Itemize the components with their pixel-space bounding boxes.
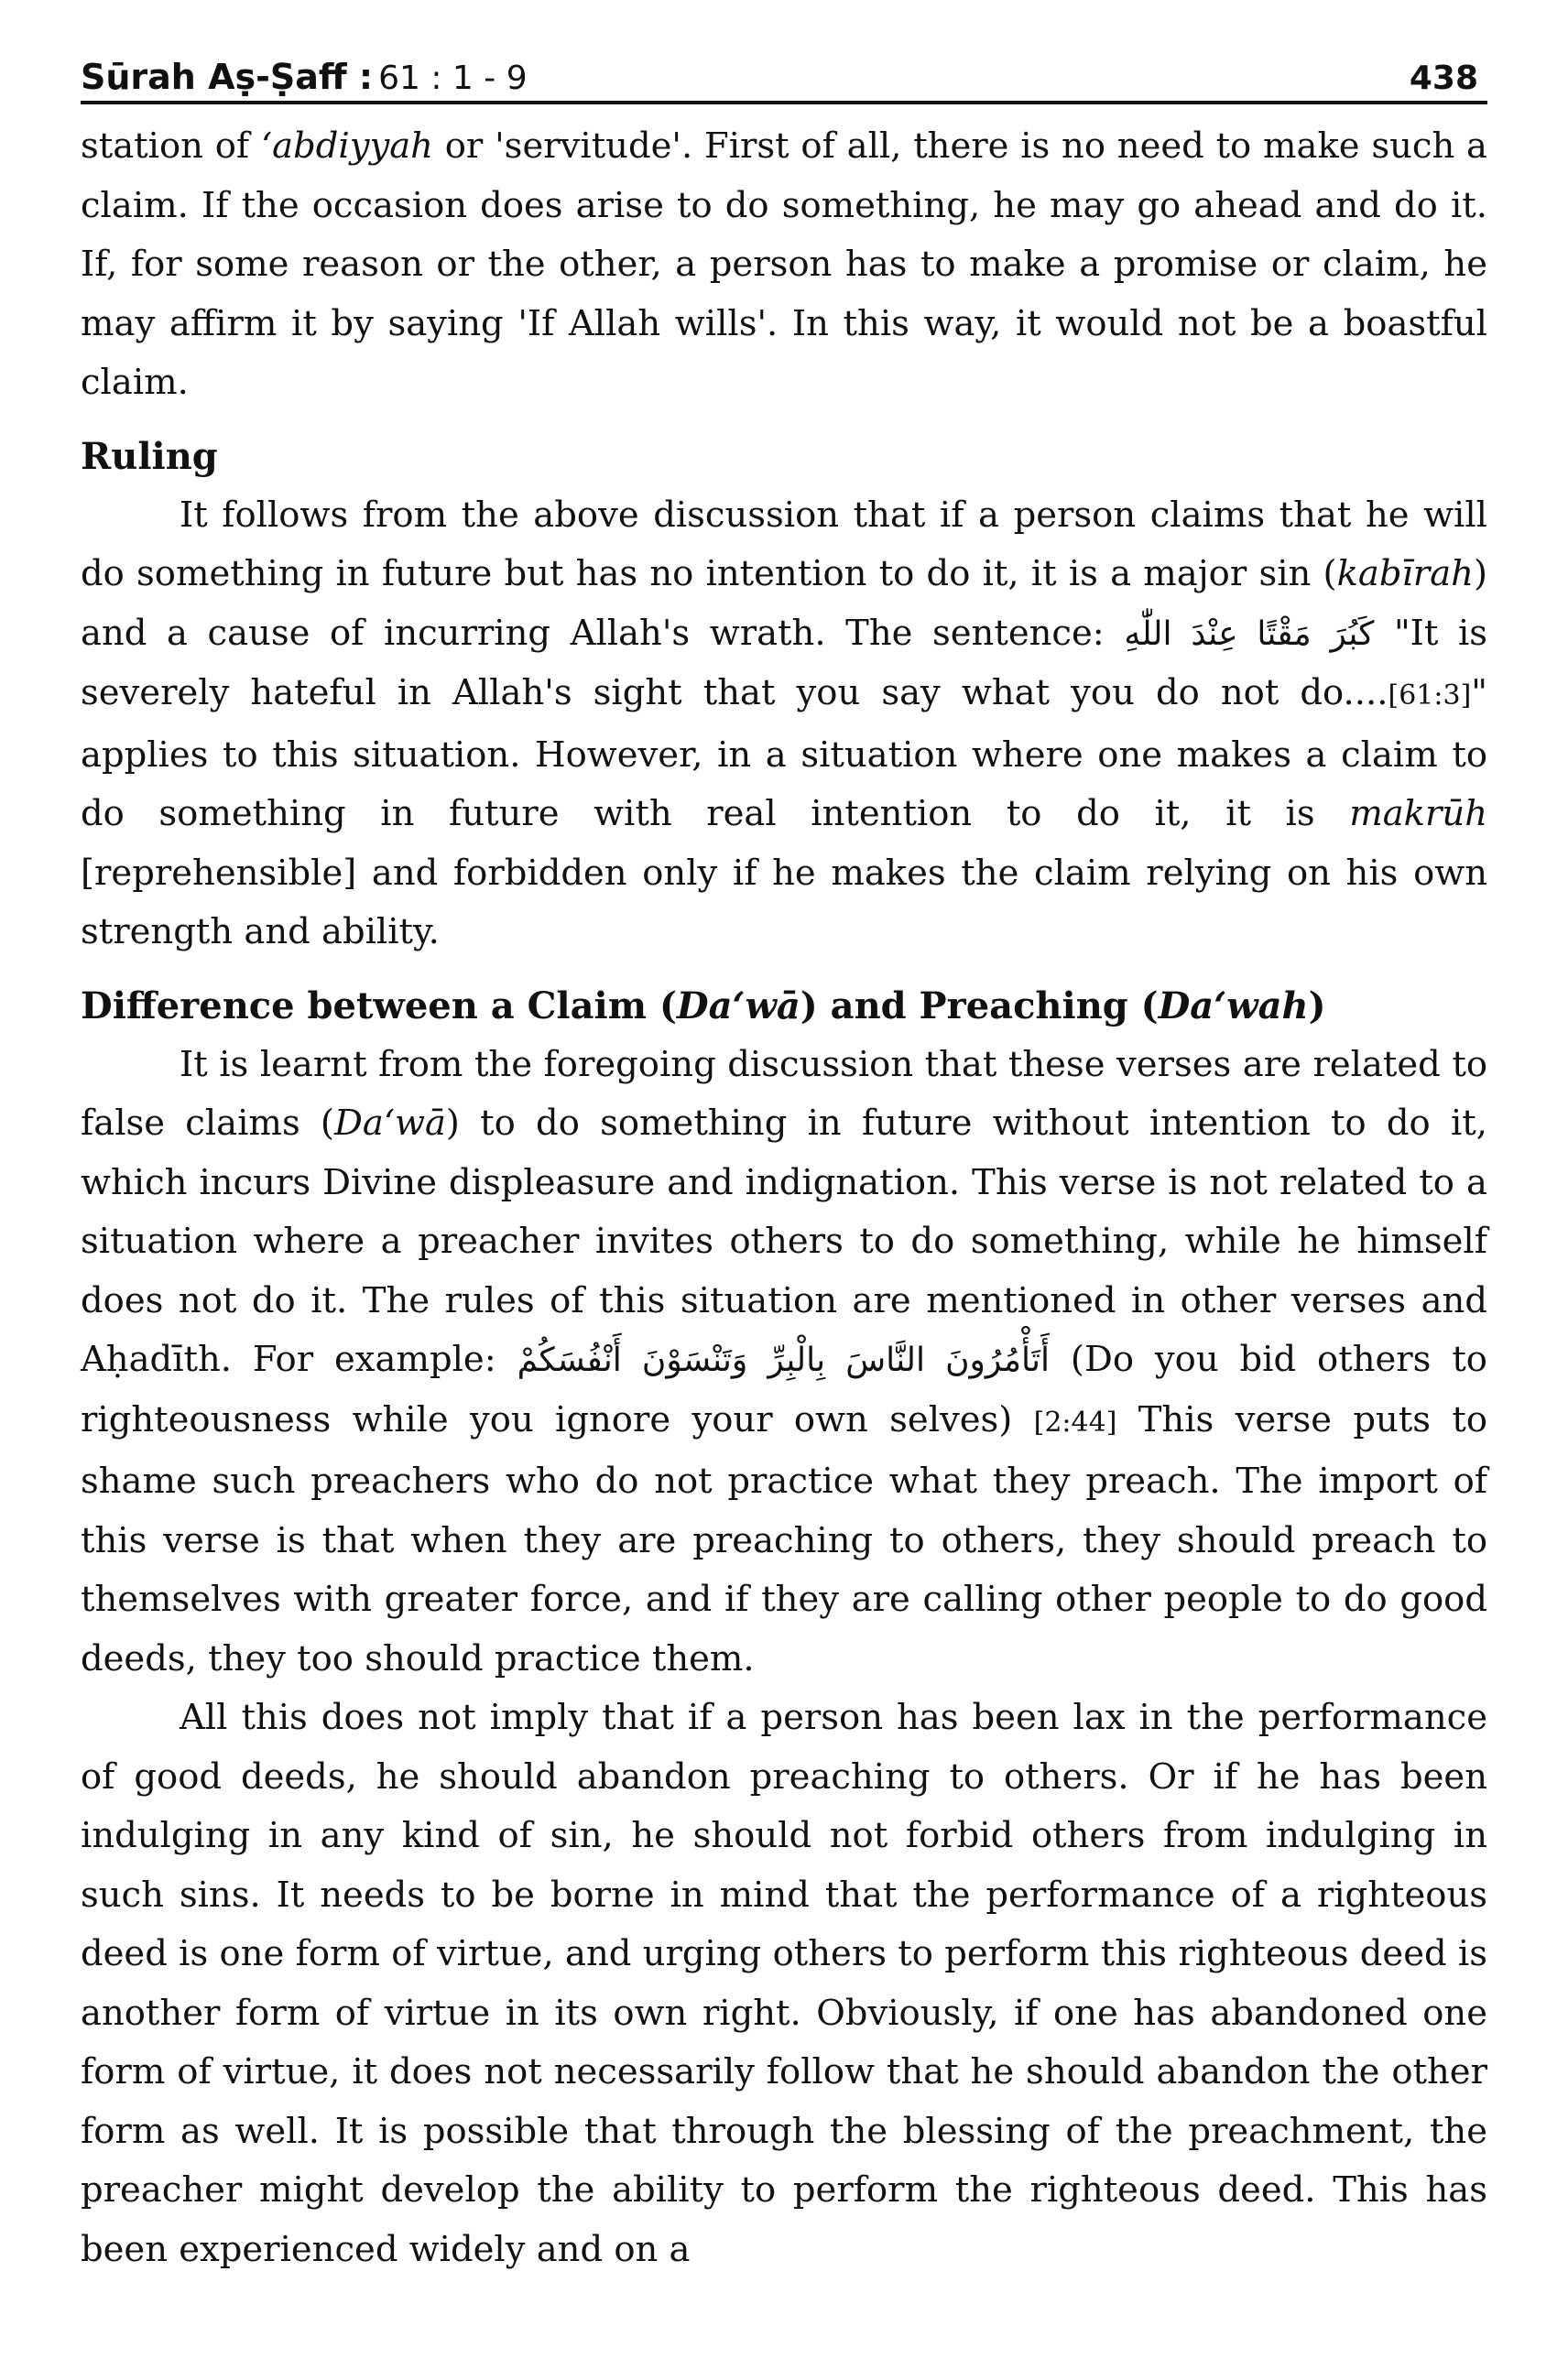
text-run: or 'servitude'. First of all, there is no need to make such a claim. If the occasion does arise to do something, he may go ahead and do it. If, for some reason or the other, a person has to make a promise or claim, he may affirm it by saying 'If Allah wills'. In this way, it would not be a boastful claim. xyxy=(81,125,1487,403)
book-page xyxy=(81,42,1487,2279)
section-heading-ruling: Ruling xyxy=(81,434,218,478)
arabic-verse: كَبُرَ مَقْتًا عِنْدَ اللّٰهِ xyxy=(1124,614,1375,653)
surah-heading xyxy=(81,57,528,97)
running-header xyxy=(81,42,1487,104)
page-body xyxy=(81,117,1487,2279)
heading-run: ) and Preaching ( xyxy=(800,984,1159,1027)
heading-italic-term: Da‘wah xyxy=(1158,984,1309,1027)
text-run: "It is severely hateful in Allah's sight that you say what you do not do.... xyxy=(81,612,1488,713)
italic-term: Da‘wā xyxy=(333,1103,446,1144)
verse-range: 61 : 1 - 9 xyxy=(378,60,528,97)
text-run: " applies to this situation. However, in a situation where one makes a claim to do something in future with real intention to do it, it is xyxy=(81,672,1487,834)
heading-italic-term: Da‘wā xyxy=(676,984,800,1027)
text-run: ) and a cause of incurring Allah's wrath. The sentence: xyxy=(81,553,1487,654)
verse-reference: [2:44] xyxy=(1033,1406,1117,1439)
paragraph-preaching: All this does not imply that if a person has been lax in the performance of good deeds, he should abandon preaching to others. Or if he has been indulging in any kind of sin, he should not forbid others from indulging in such sins. It needs to be borne in mind that the performance of a righteous deed is one form of virtue, and urging others to perform this righteous deed is another form of virtue in its own right. Obviously, if one has abandoned one form of virtue, it does not necessarily follow that he should abandon the other form as well. It is possible that through the blessing of the preachment, the preacher might develop the ability to perform the righteous deed. This has been experienced widely and on a xyxy=(81,1697,1487,2270)
paragraph-servitude xyxy=(81,117,1487,413)
italic-term: makrūh xyxy=(1349,793,1487,834)
text-run: station of xyxy=(81,125,261,167)
text-run: [reprehensible] and forbidden only if he makes the claim relying on his own strength and ability. xyxy=(81,852,1487,952)
text-run: (Do you bid others to righteousness while you ignore your own selves) xyxy=(81,1339,1487,1440)
paragraph-difference xyxy=(81,1036,1487,1690)
italic-term: ‘abdiyyah xyxy=(260,125,433,167)
verse-reference: [61:3] xyxy=(1388,679,1472,712)
section-heading-difference xyxy=(81,977,1487,1036)
italic-term: kabīrah xyxy=(1336,553,1474,594)
text-run: It follows from the above discussion that if a person claims that he will do something in future but has no intention to do it, it is a major sin ( xyxy=(81,494,1487,594)
heading-run: ) xyxy=(1308,984,1326,1027)
page-number: 438 xyxy=(1409,60,1478,97)
heading-run: Difference between a Claim ( xyxy=(81,984,677,1027)
surah-title: Sūrah Aṣ-Ṣaff : xyxy=(81,57,374,97)
arabic-verse: أَتَأْمُرُونَ النَّاسَ بِالْبِرِّ وَتَنْسَوْنَ أَنْفُسَكُمْ xyxy=(517,1342,1051,1379)
text-run: It is learnt from the foregoing discussion that these verses are related to false claims ( xyxy=(81,1043,1487,1144)
paragraph-ruling xyxy=(81,486,1487,962)
text-run: This verse puts to shame such preachers who do not practice what they preach. The import of this verse is that when they are preaching to others, they should preach to themselves with greater force, and if they are calling other people to do good deeds, they too should practice them. xyxy=(81,1398,1487,1679)
text-run: ) to do something in future without intention to do it, which incurs Divine displeasure and indignation. This verse is not related to a situation where a preacher invites others to do something, while he himself does not do it. The rules of this situation are mentioned in other verses and Aḥadīth. For example: xyxy=(81,1103,1487,1380)
